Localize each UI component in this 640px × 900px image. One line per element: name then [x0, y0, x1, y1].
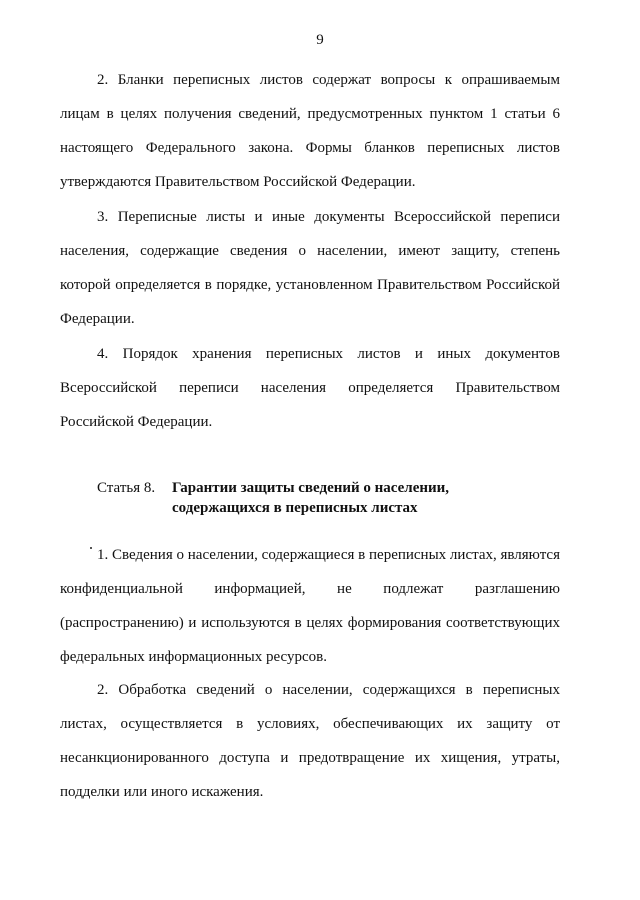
paragraph-text: 2. Бланки переписных листов содержат вопросы к опрашиваемым лицам в целях получения сведений, предусмотренных пунктом 1 статьи 6 настоящего Федерального закона. Формы бланков переписных листов утверждаются Правительством Российской Федерации. — [60, 72, 560, 190]
paragraph-text: 1. Сведения о населении, содержащиеся в переписных листах, являются конфиденциальной информацией, не подлежат разглашению (распространению) и используются в целях формирования соответствующих федеральных информационных ресурсов. — [60, 547, 560, 665]
article-title — [172, 478, 449, 518]
paragraph-text: 4. Порядок хранения переписных листов и иных документов Всероссийской переписи населения определяется Правительством Российской Федерации. — [60, 346, 560, 430]
page-number: 9 — [316, 32, 324, 48]
paragraph-text: 2. Обработка сведений о населении, содержащихся в переписных листах, осуществляется в условиях, обеспечивающих их защиту от несанкционированного доступа и предотвращение их хищения, утраты, подделки или иного искажения. — [60, 682, 560, 800]
article-paragraph-1 — [60, 538, 560, 674]
paragraph-text: 3. Переписные листы и иные документы Всероссийской переписи населения, содержащие сведения о населении, имеют защиту, степень которой определяется в порядке, установленном Правительством Российской Федерации. — [60, 209, 560, 327]
article-title-line-1: Гарантии защиты сведений о населении, — [172, 480, 450, 496]
paragraph-4 — [60, 337, 560, 439]
paragraph-2 — [60, 63, 560, 199]
article-paragraph-2 — [60, 673, 560, 809]
paragraph-3 — [60, 200, 560, 336]
article-title-line-2: содержащихся в переписных листах — [172, 500, 418, 516]
article-heading — [97, 478, 449, 518]
article-number: Статья 8. — [97, 480, 156, 496]
